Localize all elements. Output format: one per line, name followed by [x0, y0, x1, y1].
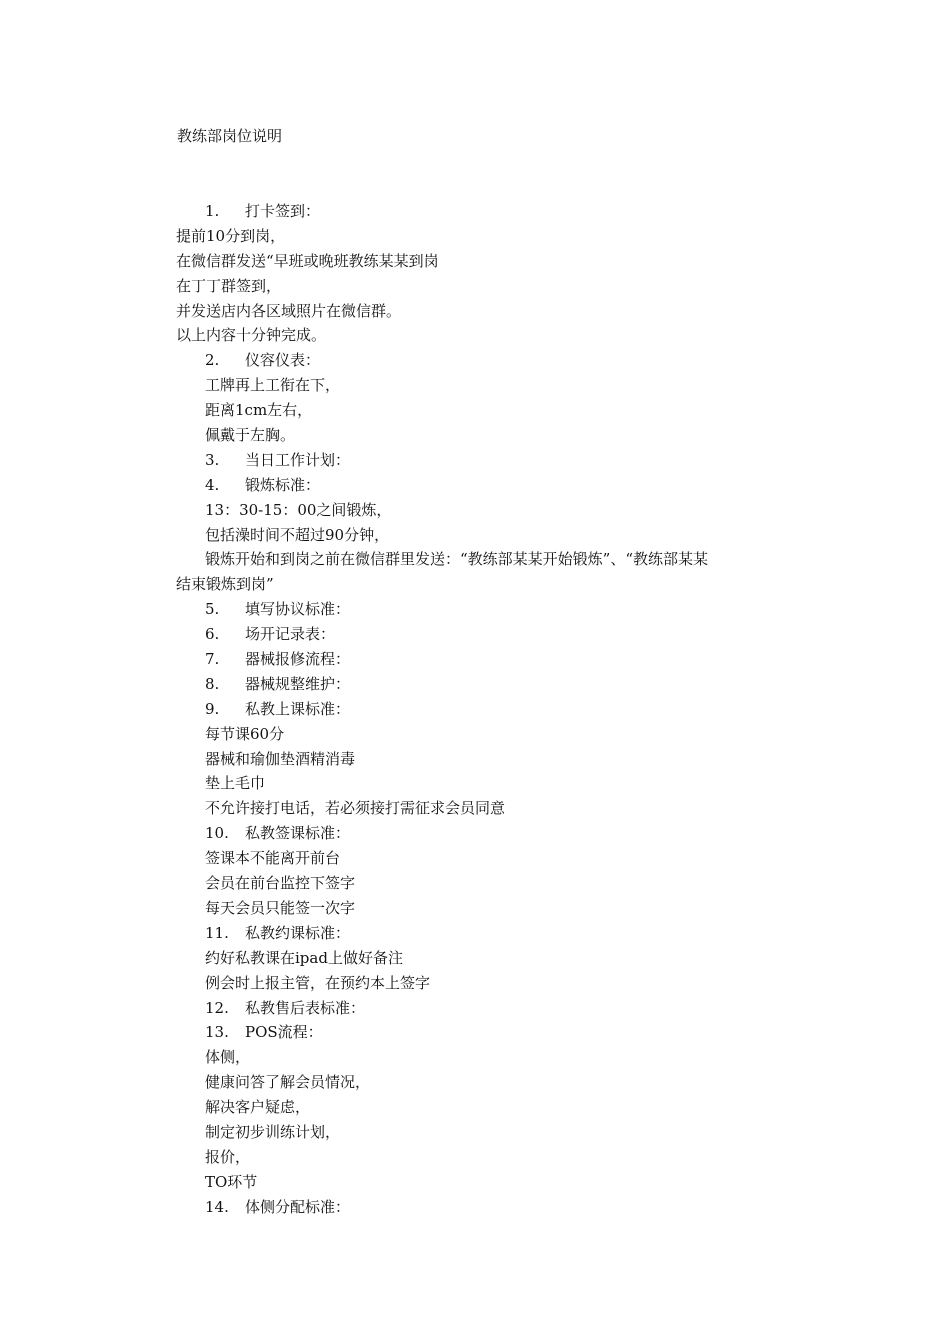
- section-title: 器械规整维护：: [245, 674, 351, 693]
- body-line: 13：30-15：00之间锻炼，: [205, 500, 392, 519]
- section-title: 仪容仪表：: [245, 351, 321, 370]
- document-body: [0, 199, 950, 1220]
- section-heading: [0, 697, 950, 722]
- section-heading: [0, 1195, 950, 1220]
- body-line: 签课本不能离开前台: [205, 849, 341, 868]
- body-line: 工牌再上工衔在下，: [205, 376, 341, 395]
- body-line: 并发送店内各区域照片在微信群。: [176, 301, 402, 320]
- body-line: 健康问答了解会员情况，: [205, 1073, 371, 1092]
- section-number: 5.: [205, 600, 220, 619]
- body-line: 例会时上报主管，在预约本上签字: [205, 973, 431, 992]
- body-line: 在丁丁群签到，: [176, 276, 282, 295]
- section-heading: [0, 448, 950, 473]
- section-number: 6.: [205, 625, 220, 644]
- body-line: 在微信群发送“早班或晚班教练某某到岗: [176, 251, 439, 270]
- section-heading: [0, 348, 950, 373]
- section-title: 私教签课标准：: [245, 824, 351, 843]
- section-heading: [0, 921, 950, 946]
- body-line: 包括澡时间不超过90分钟，: [205, 525, 390, 544]
- body-line: 不允许接打电话，若必须接打需征求会员同意: [205, 799, 506, 818]
- section-title: 当日工作计划：: [245, 450, 351, 469]
- body-line: 以上内容十分钟完成。: [176, 326, 327, 345]
- section-title: 私教售后表标准：: [245, 998, 366, 1017]
- section-heading: [0, 821, 950, 846]
- document-title: 教练部岗位说明: [177, 127, 283, 145]
- section-number: 7.: [205, 650, 220, 669]
- section-number: 3.: [205, 450, 220, 469]
- section-heading: [0, 622, 950, 647]
- section-number: 10.: [205, 824, 229, 843]
- section-title: POS流程：: [245, 1023, 323, 1042]
- section-number: 14.: [205, 1197, 229, 1216]
- body-line: 制定初步训练计划，: [205, 1122, 341, 1141]
- body-line: 解决客户疑虑，: [205, 1098, 311, 1117]
- section-heading: [0, 473, 950, 498]
- section-title: 器械报修流程：: [245, 650, 351, 669]
- body-line: 会员在前台监控下签字: [205, 874, 356, 893]
- body-line: 报价，: [205, 1147, 251, 1166]
- section-title: 私教约课标准：: [245, 923, 351, 942]
- section-heading: [0, 1020, 950, 1045]
- section-heading: [0, 647, 950, 672]
- section-title: 体侧分配标准：: [245, 1197, 351, 1216]
- section-title: 场开记录表：: [245, 625, 336, 644]
- section-number: 9.: [205, 699, 220, 718]
- section-number: 12.: [205, 998, 229, 1017]
- section-title: 私教上课标准：: [245, 699, 351, 718]
- section-heading: [0, 199, 950, 224]
- section-title: 填写协议标准：: [245, 600, 351, 619]
- section-number: 8.: [205, 674, 220, 693]
- section-number: 11.: [205, 923, 229, 942]
- body-line: 锻炼开始和到岗之前在微信群里发送：“教练部某某开始锻炼”、“教练部某某: [205, 550, 709, 569]
- body-line: 每节课60分: [205, 724, 285, 743]
- section-title: 打卡签到：: [245, 202, 321, 220]
- body-line: 约好私教课在ipad上做好备注: [205, 948, 403, 967]
- body-line: 垫上毛巾: [205, 774, 266, 793]
- section-number: 1.: [205, 202, 220, 220]
- body-line: 佩戴于左胸。: [205, 426, 296, 445]
- body-line: TO环节: [205, 1172, 258, 1191]
- section-heading: [0, 996, 950, 1021]
- body-line: 体侧，: [205, 1048, 251, 1067]
- section-number: 4.: [205, 475, 220, 494]
- section-number: 2.: [205, 351, 220, 370]
- body-line: 器械和瑜伽垫酒精消毒: [205, 749, 356, 768]
- section-heading: [0, 672, 950, 697]
- body-line: 每天会员只能签一次字: [205, 898, 356, 917]
- section-title: 锻炼标准：: [245, 475, 321, 494]
- section-number: 13.: [205, 1023, 229, 1042]
- section-heading: [0, 597, 950, 622]
- body-line: 提前10分到岗，: [176, 226, 286, 245]
- body-line: 结束锻炼到岗”: [176, 575, 274, 594]
- body-line: 距离1cm左右，: [205, 401, 313, 420]
